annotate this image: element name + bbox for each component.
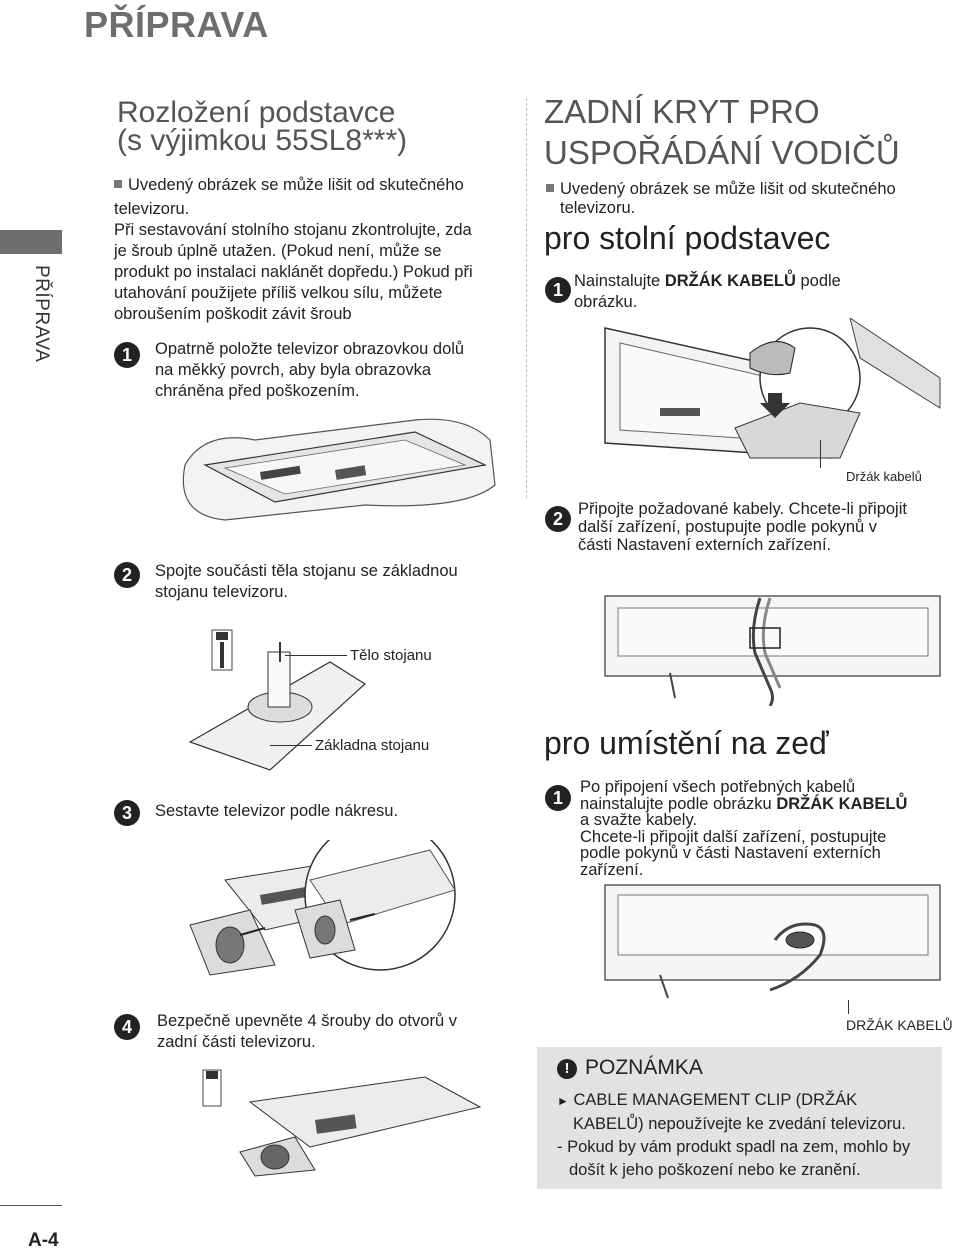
note-title: POZNÁMKA: [585, 1056, 703, 1079]
right-heading-line2: USPOŘÁDÁNÍ VODIČŮ: [544, 134, 900, 171]
step-number: 2: [545, 506, 571, 532]
cable-routing-illustration: [600, 588, 945, 706]
page-title: PŘÍPRAVA: [84, 4, 269, 45]
step-number: 1: [114, 342, 140, 368]
warning-icon: !: [557, 1059, 577, 1079]
label-cable-holder-caps: DRŽÁK KABELŮ: [846, 1017, 953, 1033]
leader-line: [848, 1000, 849, 1014]
tv-stand-attach-illustration: [180, 840, 520, 990]
side-section-label: PŘÍPRAVA: [31, 265, 52, 363]
step-line: Sestavte televizor podle nákresu.: [155, 802, 399, 820]
step-line: Po připojení všech potřebných kabelů: [580, 778, 856, 796]
step-text: [578, 500, 952, 554]
cable-holder-stand-illustration: [600, 318, 945, 468]
step-line: zadní části televizoru.: [157, 1033, 316, 1051]
footer-rule: [0, 1205, 62, 1206]
side-tab-marker: [0, 230, 62, 254]
bullet-square-icon: [546, 184, 554, 192]
step-text: [580, 779, 945, 878]
label-cable-holder: Držák kabelů: [846, 469, 922, 484]
intro-line: Při sestavování stolního stojanu zkontrolujte, zda: [114, 221, 472, 239]
intro-line: je šroub úplně utažen. (Pokud není, může se: [114, 242, 442, 260]
leader-line: [270, 745, 312, 746]
step-line: stojanu televizoru.: [155, 583, 288, 601]
step-line: a svažte kabely.: [580, 811, 698, 829]
step-line: Spojte součásti těla stojanu se základnou: [155, 562, 458, 580]
right-intro: [546, 180, 946, 218]
step-text: [574, 271, 944, 313]
tv-facedown-illustration: [165, 410, 505, 525]
intro-line: utahování použijete příliš velkou sílu, můžete: [114, 284, 443, 302]
step-text: [155, 339, 515, 402]
note-line: KABELŮ) nepoužívejte ke zvedání televizoru.: [573, 1115, 906, 1133]
step-line: Opatrně položte televizor obrazovkou dolů: [155, 340, 465, 358]
intro-line: obroušením poškodit závit šroub: [114, 305, 352, 323]
step-text-bold: DRŽÁK KABELŮ: [776, 794, 908, 813]
page-number: A-4: [28, 1230, 59, 1251]
intro-line: televizoru.: [560, 199, 636, 217]
step-line: další zařízení, postupujte podle pokynů v: [578, 518, 878, 536]
left-heading-line2: (s výjimkou 55SL8***): [117, 124, 408, 157]
left-heading-line1: Rozložení podstavce: [117, 96, 396, 129]
subheading-table-stand: pro stolní podstavec: [544, 220, 831, 256]
label-stand-body: Tělo stojanu: [350, 647, 432, 664]
leader-line: [820, 440, 821, 468]
step-text: [155, 801, 515, 822]
leader-line: [285, 655, 347, 656]
step-line: zařízení.: [580, 860, 644, 879]
step-line: Bezpečně upevněte 4 šrouby do otvorů v: [157, 1012, 457, 1030]
intro-line: Uvedený obrázek se může lišit od skutečného: [560, 180, 896, 198]
intro-line: televizoru.: [114, 200, 190, 218]
arrow-bullet-icon: ►: [557, 1094, 569, 1108]
bullet-square-icon: [114, 180, 122, 188]
step-text-part: Nainstalujte: [574, 272, 665, 290]
step-line: části Nastavení externích zařízení.: [578, 536, 832, 554]
step-number: 4: [114, 1014, 140, 1040]
step-line: Připojte požadované kabely. Chcete-li připojit: [578, 500, 907, 518]
step-text-part: nainstalujte podle obrázku: [580, 794, 777, 813]
step-line: Chcete-li připojit další zařízení, postupujte: [580, 827, 887, 846]
step-number: 1: [545, 785, 571, 811]
note-box: [537, 1047, 942, 1189]
step-line: na měkký povrch, aby byla obrazovka: [155, 361, 432, 379]
screw-fasten-illustration: [195, 1062, 485, 1177]
intro-line: produkt po instalaci naklánět dopředu.) Pokud při: [114, 263, 473, 281]
step-text: [157, 1011, 517, 1053]
column-divider: [526, 98, 527, 498]
step-line: obrázku.: [574, 293, 638, 311]
note-text: [557, 1089, 947, 1182]
step-number: 1: [545, 277, 571, 303]
step-text-bold: DRŽÁK KABELŮ: [664, 272, 796, 290]
step-number: 2: [114, 562, 140, 588]
step-text-part: podle: [795, 272, 841, 290]
step-number: 3: [114, 800, 140, 826]
subheading-wall-mount: pro umístění na zeď: [544, 725, 829, 761]
note-line: došít k jeho poškození nebo ke zranění.: [569, 1161, 861, 1179]
note-line: - Pokud by vám produkt spadl na zem, mohlo by: [557, 1138, 911, 1156]
label-stand-base: Základna stojanu: [315, 737, 430, 754]
left-intro: [114, 175, 514, 325]
wall-cable-holder-illustration: [600, 880, 945, 1000]
note-line: CABLE MANAGEMENT CLIP (DRŽÁK: [573, 1091, 858, 1109]
step-line: chráněna před poškozením.: [155, 382, 360, 400]
intro-line: Uvedený obrázek se může lišit od skutečného: [128, 176, 464, 194]
step-text: [155, 561, 515, 603]
right-heading-line1: ZADNÍ KRYT PRO: [544, 93, 820, 130]
step-line: podle pokynů v části Nastavení externích: [580, 844, 881, 862]
